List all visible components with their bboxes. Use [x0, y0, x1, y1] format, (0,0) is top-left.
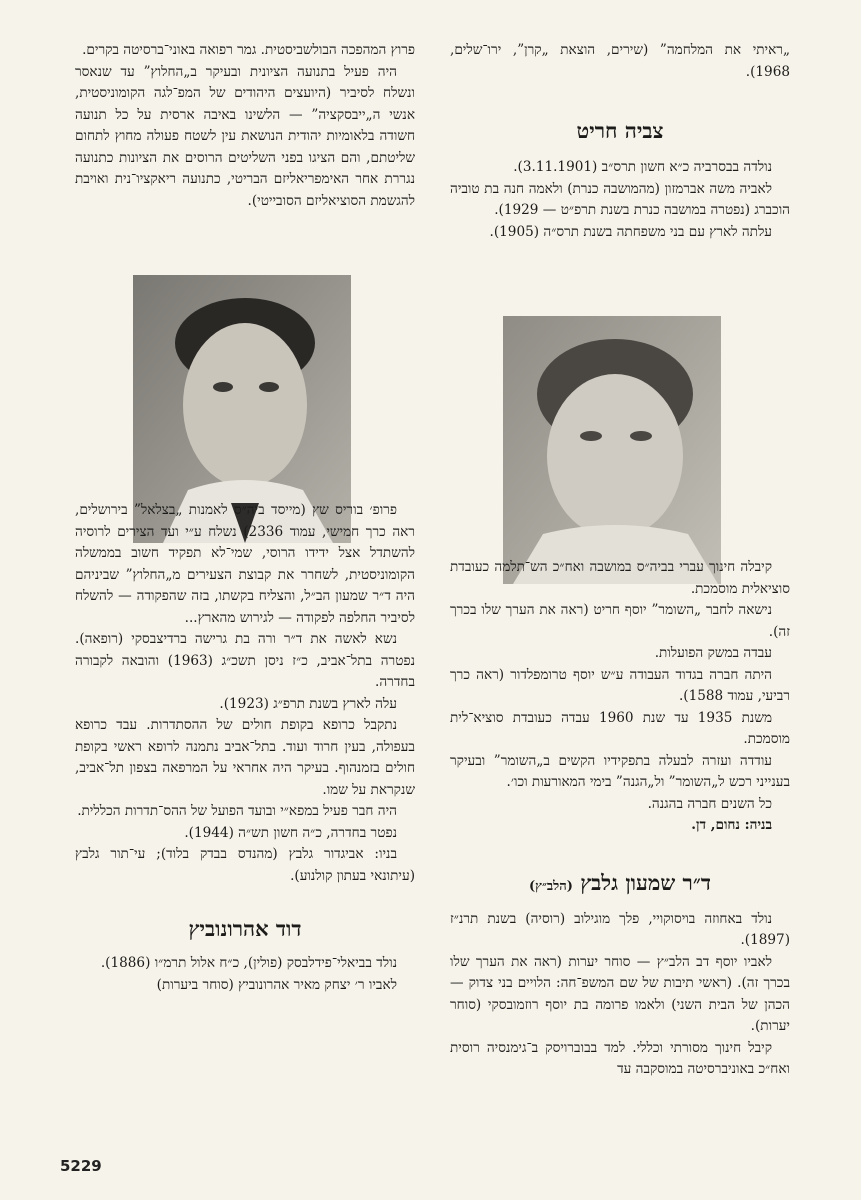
paragraph: פרוץ המהפכה הבולשביסטית. גמר רפואה באוני־ברסיטה בקרים. — [82, 42, 415, 58]
section-heading-tzvia-harit: צביה חריט — [576, 118, 664, 143]
paragraph: נולד באחוזה בויסוקויי, פלך מוגילוב (רוסיה) בשנת תרנ״ז (1897). — [450, 910, 790, 948]
paragraph: נישאה לחבר „השומר” יוסף חריט (ראה את הערך שלו בכרך זה). — [450, 602, 790, 640]
paragraph: היתה חברה בגדוד העבודה ע״ש יוסף טרומפלדור (ראה כרך רביעי, עמוד 1588). — [450, 666, 790, 704]
right-column — [450, 40, 790, 1081]
paragraph: עבדה במשק הפועלות. — [654, 645, 772, 661]
paragraph: עלתה לארץ עם בני משפחתה בשנת תרס״ה (1905). — [489, 223, 772, 240]
heading-main: ד״ר שמעון גלבץ — [580, 869, 711, 895]
paragraph: פרופ׳ בוריס שץ (מייסד ביה״ס לאמנות „בצלאל” בירושלים, ראה כרך חמישי, עמוד 2336) נשלח ע״י ועד הצירים לרוסיה להשתדל אצל ידידו הרוסי, שמי־לא תפקיד חשוב בממשלה הקומוניסטית, לשחרר את קבוצת הצעירים מ„החלוץ” שביניהם היה ד״ר שמעון הב״ל, והצליח בקשתו, בזה שהפקודה — להשלח לסיביר החלפה לפקודה — לגירוש מהארץ... — [75, 502, 415, 626]
paragraph: היה פעיל בתנועה הציונית ובעיקר ב„החלוץ” עד שנאסר ונשלח לסיביר (היועצים היהודים של המפ־לגה הקומוניסטית, אנשי ה„ייבסקציה” — הלשינו באיבה ארסית על כל תנועה חשודה בלאומיות יהודית הנושאת עין לשטח פעולה מחוץ לתחום שליטתם, והם הציגו בפני השליטים הרוסים את הציונות כתנועה נגררת אחר האימפריאליזם הבריטי, כתנועה ריאקציו־נית ואויבת להגשמת הסוציאליזם הסובייטי). — [75, 63, 415, 209]
section-heading-shimon-gelbetz — [450, 869, 790, 901]
paragraph: לאביו ר׳ יצחק מאיר אהרונוביץ (סוחר ביערות) — [156, 976, 397, 993]
paragraph: לאביה משה אברמזון (מהמושבה כנרת) ולאמה חנה בת טוביה הוכברג (נפטרה במושבה כנרת בשנת תרפ״ט — 1929). — [450, 180, 790, 218]
paragraph: נשא לאשה את ד״ר ורה בת גרישה ברדיצבסקי (רופאה). נפטרה בתל־אביב, כ״ז ניסן תשכ״ג (1963) והובאה לקבורה בחדרה. — [75, 631, 415, 690]
paragraph: נולדה בבסרביה כ״א חשון תרס״ב (3.11.1901). — [513, 159, 772, 175]
heading-sub: (הלב״ץ) — [529, 878, 573, 894]
paragraph: בניו: אביגדור גלבץ (מהנדס בבדק בלוד); עי־תור גלבץ (עיתונאי בעתון קולנוע). — [75, 846, 415, 884]
children-line: בניה: נחום, דן. — [691, 817, 772, 833]
top-text: „ראיתי את המלחמה” (שירים, הוצאת „קרן”, ירו־שלים, 1968). — [450, 42, 790, 80]
paragraph: קיבל חינוך מסורתי וכללי. למד בבוברויסק ב־גימנסיה רוסית ואח״כ באוניברסיטה במוסקבה עד — [450, 1039, 790, 1077]
left-column — [75, 40, 415, 996]
paragraph: כל השנים חברה בהגנה. — [647, 795, 772, 812]
paragraph: לאביו יוסף דב הלב״ץ — סוחר יערות (ראה את הערך שלו בכרך זה). (ראשי תיבות של שם המשפ־חה: הלויים בני צדוק — הכהן של הבית השני) ולאמו פרומה בת יוסף רוזמובסקי (סוחר יערות). — [450, 953, 790, 1034]
paragraph: נפטר בחדרה, כ״ה חשון תש״ה (1944). — [184, 824, 397, 841]
paragraph: נולד בביאלי־פידלבסק (פולין), כ״ח אלול תרמ״ו (1886). — [100, 955, 397, 971]
paragraph: עלה לארץ בשנת תרפ״ג (1923). — [219, 695, 397, 712]
section-heading-david-aharonovitz: דוד אהרונוביץ — [188, 916, 302, 941]
paragraph: משנת 1935 עד שנת 1960 עבדה כעובדת סוציא־לית מוסמכת. — [450, 709, 790, 747]
page-number: 5229 — [60, 1157, 102, 1175]
paragraph: קיבלה חינוך עברי בביה״ס במושבה ואח״כ הש־תלמה כעובדת סוציאלית מוסמכת. — [450, 559, 790, 597]
paragraph: עודדה ועזרה לבעלה בתפקידיו הקשים ב„השומר” ובעיקר בענייני רכש ל„השומר” ול„הגנה” בימי המאורעות וכו׳. — [450, 752, 790, 790]
paragraph: היה חבר פעיל במפא״י ובועד הפועל של ההס־תדרות הכללית. — [77, 803, 397, 819]
paragraph: נתקבל כרופא בקופת חולים של ההסתדרות. עבד כרופא בעפולה, בעין חרוד ועוד. בתל־אביב נתמנה לרופא ראשי בקופת חולים בזמנהוף. בעיקר היה אחראי על המרפאה בצפון תל־אביב, שנקראת על שמו. — [75, 717, 415, 798]
